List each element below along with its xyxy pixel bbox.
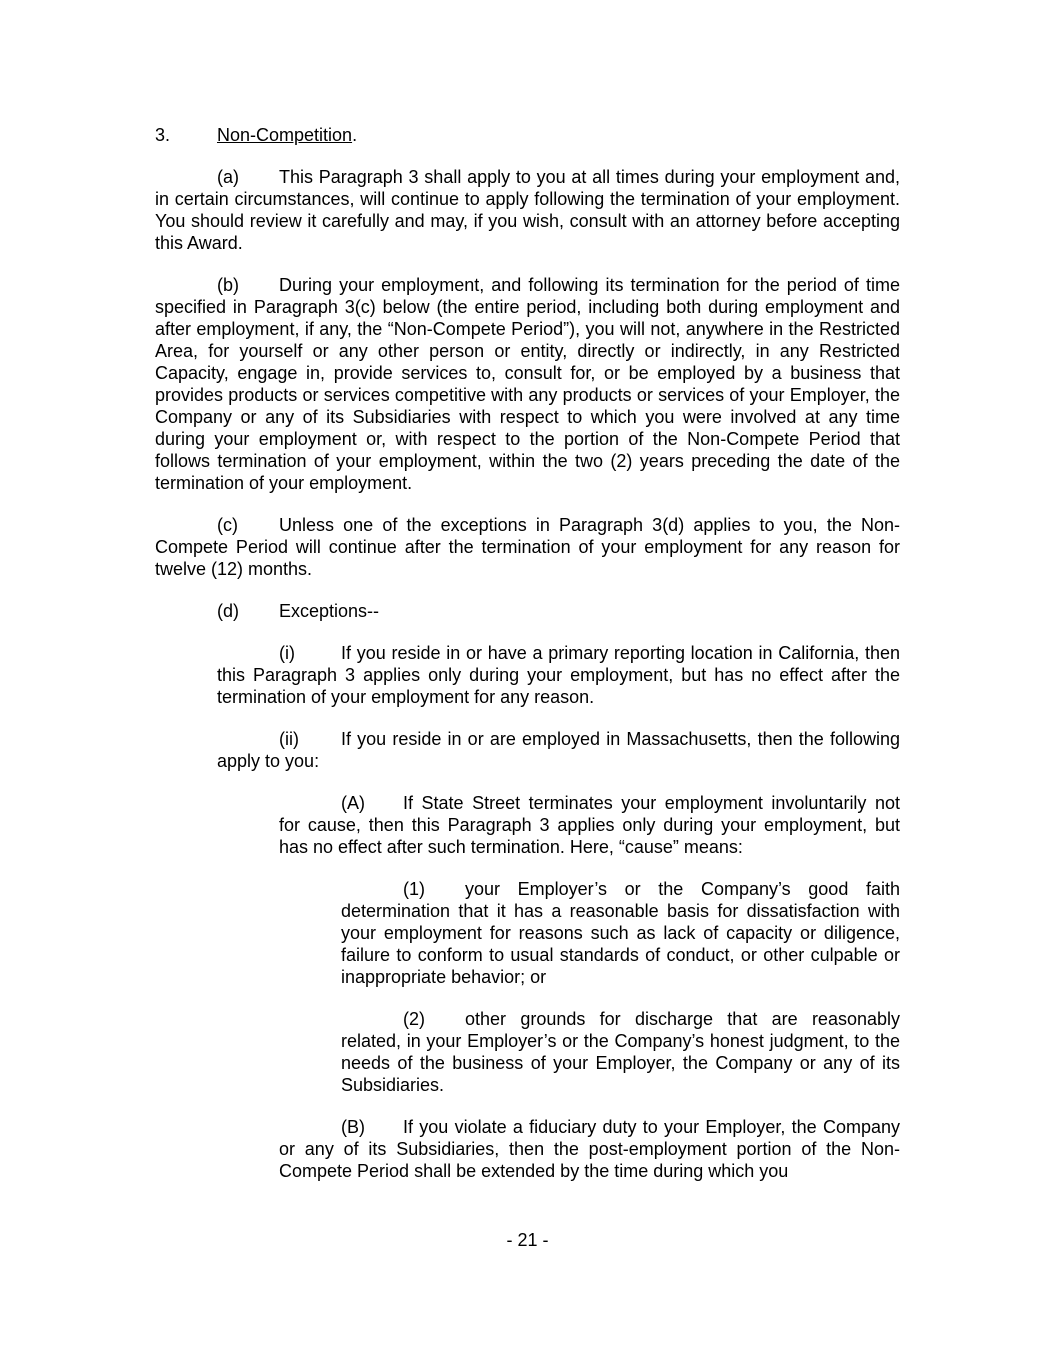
- document-page: [155, 124, 900, 1202]
- paragraph-d-i-label: (i): [279, 643, 295, 663]
- paragraph-a-label: (a): [217, 167, 239, 187]
- paragraph-d-label: (d): [217, 601, 239, 621]
- paragraph-d-ii-a-1-label: (1): [403, 879, 425, 899]
- paragraph-d-ii-text: If you reside in or are employed in Massachusetts, then the following apply to you:: [217, 729, 900, 771]
- paragraph-b-text: During your employment, and following its termination for the period of time specified in Paragraph 3(c) below (the entire period, including both during employment and after employment, if any, the “Non-Compete Period”), you will not, anywhere in the Restricted Area, for yourself or any other person or entity, directly or indirectly, in any Restricted Capacity, engage in, provide services to, consult for, or be employed by a business that provides products or services competitive with any products or services of your Employer, the Company or any of its Subsidiaries with respect to which you were involved at any time during your employment or, with respect to the portion of the Non-Compete Period that follows termination of your employment, within the two (2) years preceding the date of the termination of your employment.: [155, 275, 900, 493]
- section-title-suffix: .: [352, 125, 358, 145]
- paragraph-d-i-text: If you reside in or have a primary reporting location in California, then this Paragraph 3 applies only during your employment, but has no effect after the termination of your employment for any reason.: [217, 643, 900, 707]
- paragraph-d-ii-a-2-label: (2): [403, 1009, 425, 1029]
- paragraph-d-ii-a: [279, 792, 900, 858]
- paragraph-d-ii: [217, 728, 900, 772]
- section-title: Non-Competition: [217, 125, 353, 145]
- paragraph-d-ii-a-1-text: your Employer’s or the Company’s good faith determination that it has a reasonable basis for dissatisfaction with your employment for reasons such as lack of capacity or diligence, failure to conform to usual standards of conduct, or other culpable or inappropriate behavior; or: [341, 879, 900, 987]
- paragraph-b: [155, 274, 900, 494]
- page-number: - 21 -: [506, 1230, 549, 1250]
- paragraph-c-text: Unless one of the exceptions in Paragraph 3(d) applies to you, the Non-Compete Period will continue after the termination of your employment for any reason for twelve (12) months.: [155, 515, 900, 579]
- section-number: 3.: [155, 125, 171, 145]
- section-heading: [155, 124, 900, 146]
- paragraph-c-label: (c): [217, 515, 238, 535]
- paragraph-b-label: (b): [217, 275, 239, 295]
- paragraph-d: [155, 600, 900, 622]
- paragraph-d-ii-a-2-text: other grounds for discharge that are reasonably related, in your Employer’s or the Company’s honest judgment, to the needs of the business of your Employer, the Company or any of its Subsidiaries.: [341, 1009, 900, 1095]
- paragraph-d-ii-b-label: (B): [341, 1117, 365, 1137]
- paragraph-d-ii-a-text: If State Street terminates your employment involuntarily not for cause, then this Paragraph 3 applies only during your employment, but has no effect after such termination. Here, “cause” means:: [279, 793, 900, 857]
- paragraph-a: [155, 166, 900, 254]
- paragraph-c: [155, 514, 900, 580]
- paragraph-d-ii-a-1: [341, 878, 900, 988]
- paragraph-d-i: [217, 642, 900, 708]
- paragraph-a-text: This Paragraph 3 shall apply to you at all times during your employment and, in certain circumstances, will continue to apply following the termination of your employment. You should review it carefully and may, if you wish, consult with an attorney before accepting this Award.: [155, 167, 900, 253]
- paragraph-d-ii-a-2: [341, 1008, 900, 1096]
- paragraph-d-ii-b: [279, 1116, 900, 1182]
- paragraph-d-ii-b-text: If you violate a fiduciary duty to your Employer, the Company or any of its Subsidiaries, then the post-employment portion of the Non-Compete Period shall be extended by the time during which you: [279, 1117, 900, 1181]
- paragraph-d-text: Exceptions--: [279, 601, 380, 621]
- paragraph-d-ii-a-label: (A): [341, 793, 365, 813]
- paragraph-d-ii-label: (ii): [279, 729, 299, 749]
